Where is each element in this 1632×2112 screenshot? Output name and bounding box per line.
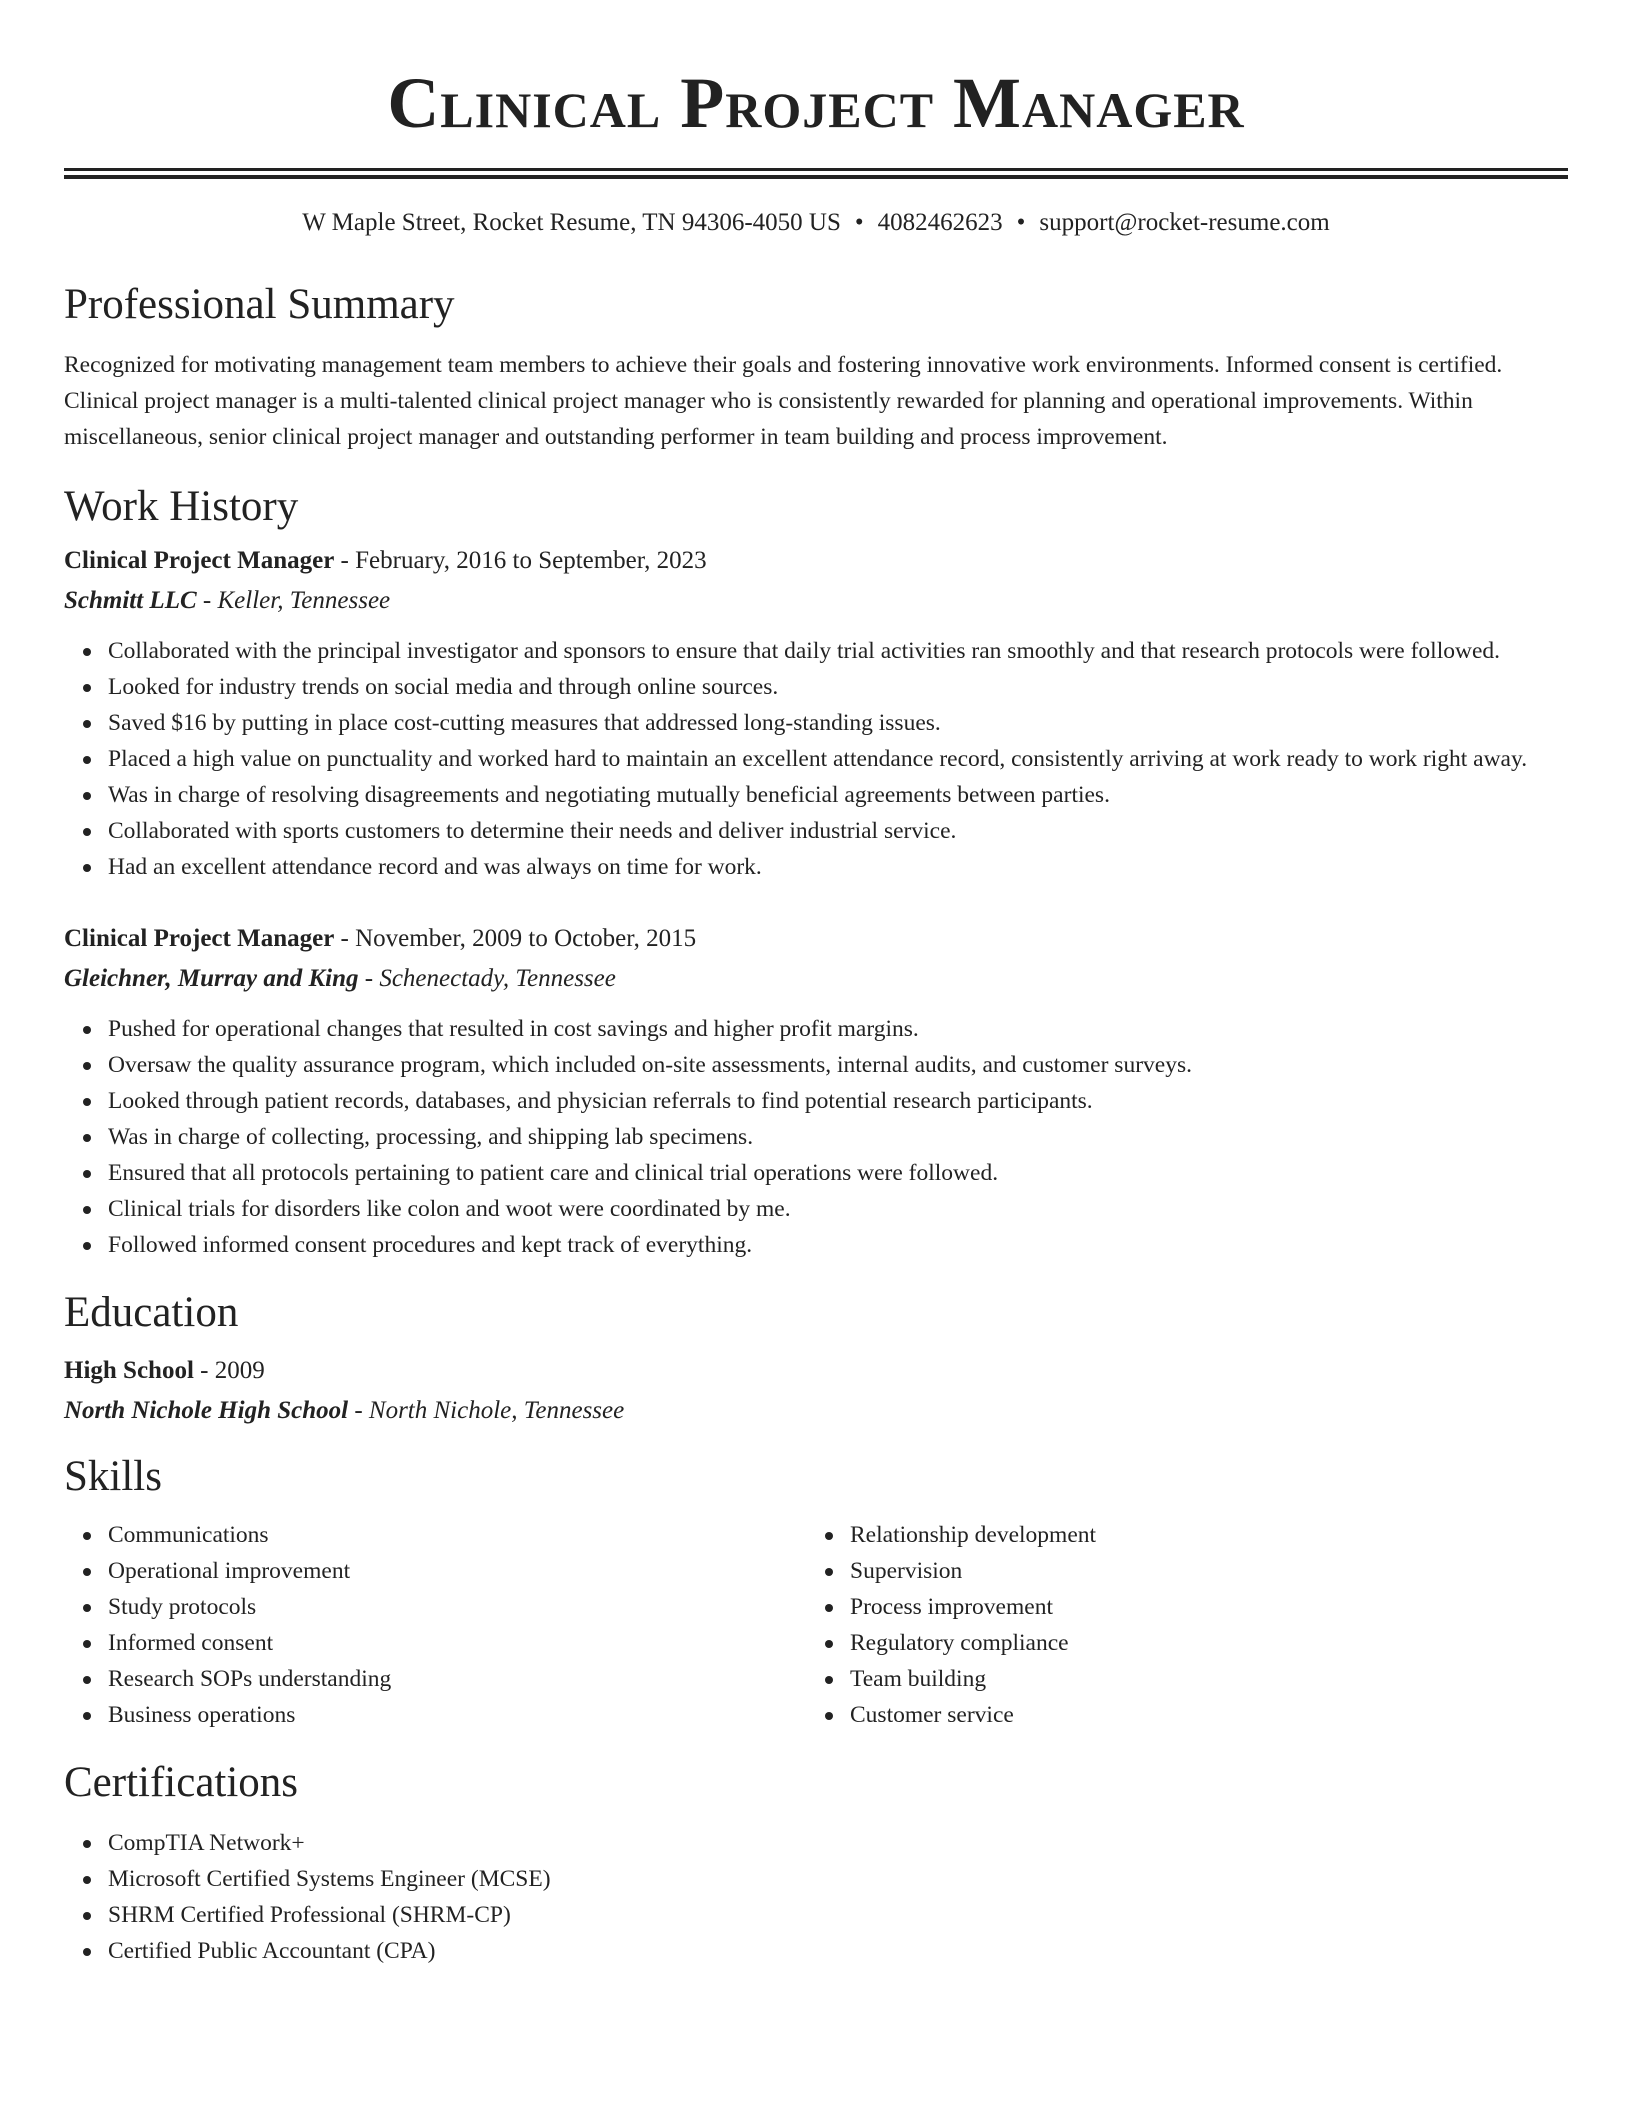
job-bullet: Collaborated with sports customers to determine their needs and deliver industrial service. [108,813,1568,849]
job-entry [64,919,1568,1263]
education-location: - North Nichole, Tennessee [348,1397,625,1424]
job-location: - Schenectady, Tennessee [358,965,616,992]
contact-address: W Maple Street, Rocket Resume, TN 94306-4050 US [302,209,841,236]
job-bullets [64,633,1568,885]
job-bullet: Pushed for operational changes that resulted in cost savings and higher profit margins. [108,1011,1568,1047]
skill-item: Informed consent [108,1625,806,1661]
contact-email: support@rocket-resume.com [1039,209,1330,236]
skill-item: Team building [850,1661,1548,1697]
job-bullet: Ensured that all protocols pertaining to patient care and clinical trial operations were followed. [108,1155,1568,1191]
job-bullet: Placed a high value on punctuality and worked hard to maintain an excellent attendance record, consistently arriving at work ready to work right away. [108,741,1568,777]
skill-item: Process improvement [850,1589,1548,1625]
job-bullet: Oversaw the quality assurance program, which included on-site assessments, internal audits, and customer surveys. [108,1047,1568,1083]
job-employer [64,581,1568,621]
job-bullets [64,1011,1568,1263]
job-title: Clinical Project Manager [64,547,335,574]
job-dates: - November, 2009 to October, 2015 [334,925,697,952]
contact-line [64,207,1568,239]
education-degree: High School [64,1357,194,1384]
education-year: - 2009 [193,1357,265,1384]
job-dates: - February, 2016 to September, 2023 [334,547,707,574]
contact-separator: • [854,209,864,236]
certifications-list [64,1825,1568,1969]
education-section [64,1287,1568,1431]
job-company: Schmitt LLC [64,587,197,614]
job-bullet: Clinical trials for disorders like colon and woot were coordinated by me. [108,1191,1568,1227]
skills-section [64,1451,1568,1733]
skill-item: Operational improvement [108,1553,806,1589]
certifications-section [64,1757,1568,1969]
skill-item: Supervision [850,1553,1548,1589]
skill-item: Communications [108,1517,806,1553]
job-entry [64,541,1568,885]
skill-item: Customer service [850,1697,1548,1733]
skill-item: Study protocols [108,1589,806,1625]
job-title: Clinical Project Manager [64,925,335,952]
job-company: Gleichner, Murray and King [64,965,359,992]
job-bullet: Had an excellent attendance record and was always on time for work. [108,849,1568,885]
job-bullet: Was in charge of collecting, processing, and shipping lab specimens. [108,1119,1568,1155]
job-employer [64,959,1568,999]
skills-heading: Skills [64,1453,162,1500]
title-double-rule [64,168,1568,179]
job-bullet: Collaborated with the principal investigator and sponsors to ensure that daily trial activities ran smoothly and that research protocols were followed. [108,633,1568,669]
certification-item: CompTIA Network+ [108,1825,1568,1861]
resume-title: Clinical Project Manager [387,63,1245,143]
certification-item: SHRM Certified Professional (SHRM-CP) [108,1897,1568,1933]
education-header [64,1351,1568,1391]
job-bullet: Saved $16 by putting in place cost-cutting measures that addressed long-standing issues. [108,705,1568,741]
job-header [64,919,1568,959]
job-location: - Keller, Tennessee [196,587,391,614]
certification-item: Certified Public Accountant (CPA) [108,1933,1568,1969]
education-school-line [64,1391,1568,1431]
work-history-heading: Work History [64,483,299,530]
job-header [64,541,1568,581]
certification-item: Microsoft Certified Systems Engineer (MCSE) [108,1861,1568,1897]
education-entry [64,1351,1568,1431]
job-bullet: Looked through patient records, databases, and physician referrals to find potential research participants. [108,1083,1568,1119]
summary-text: Recognized for motivating management team members to achieve their goals and fostering innovative work environments. Informed consent is certified. Clinical project manager is a multi-talented clinical project manager who is consistently rewarded for planning and operational improvements. Within miscellaneous, senior clinical project manager and outstanding performer in team building and process improvement. [64,352,1503,450]
contact-phone: 4082462623 [877,209,1003,236]
education-school: North Nichole High School [64,1397,349,1424]
work-history-section [64,481,1568,1263]
certifications-heading: Certifications [64,1759,299,1806]
skill-item: Relationship development [850,1517,1548,1553]
summary-heading: Professional Summary [64,281,455,328]
skills-right-column [806,1517,1548,1733]
skill-item: Business operations [108,1697,806,1733]
skill-item: Research SOPs understanding [108,1661,806,1697]
summary-section [64,279,1568,455]
contact-separator: • [1016,209,1026,236]
skills-columns [64,1517,1568,1733]
job-bullet: Looked for industry trends on social media and through online sources. [108,669,1568,705]
education-heading: Education [64,1289,239,1336]
skill-item: Regulatory compliance [850,1625,1548,1661]
skills-left-column [64,1517,806,1733]
job-bullet: Was in charge of resolving disagreements and negotiating mutually beneficial agreements between parties. [108,777,1568,813]
job-bullet: Followed informed consent procedures and kept track of everything. [108,1227,1568,1263]
